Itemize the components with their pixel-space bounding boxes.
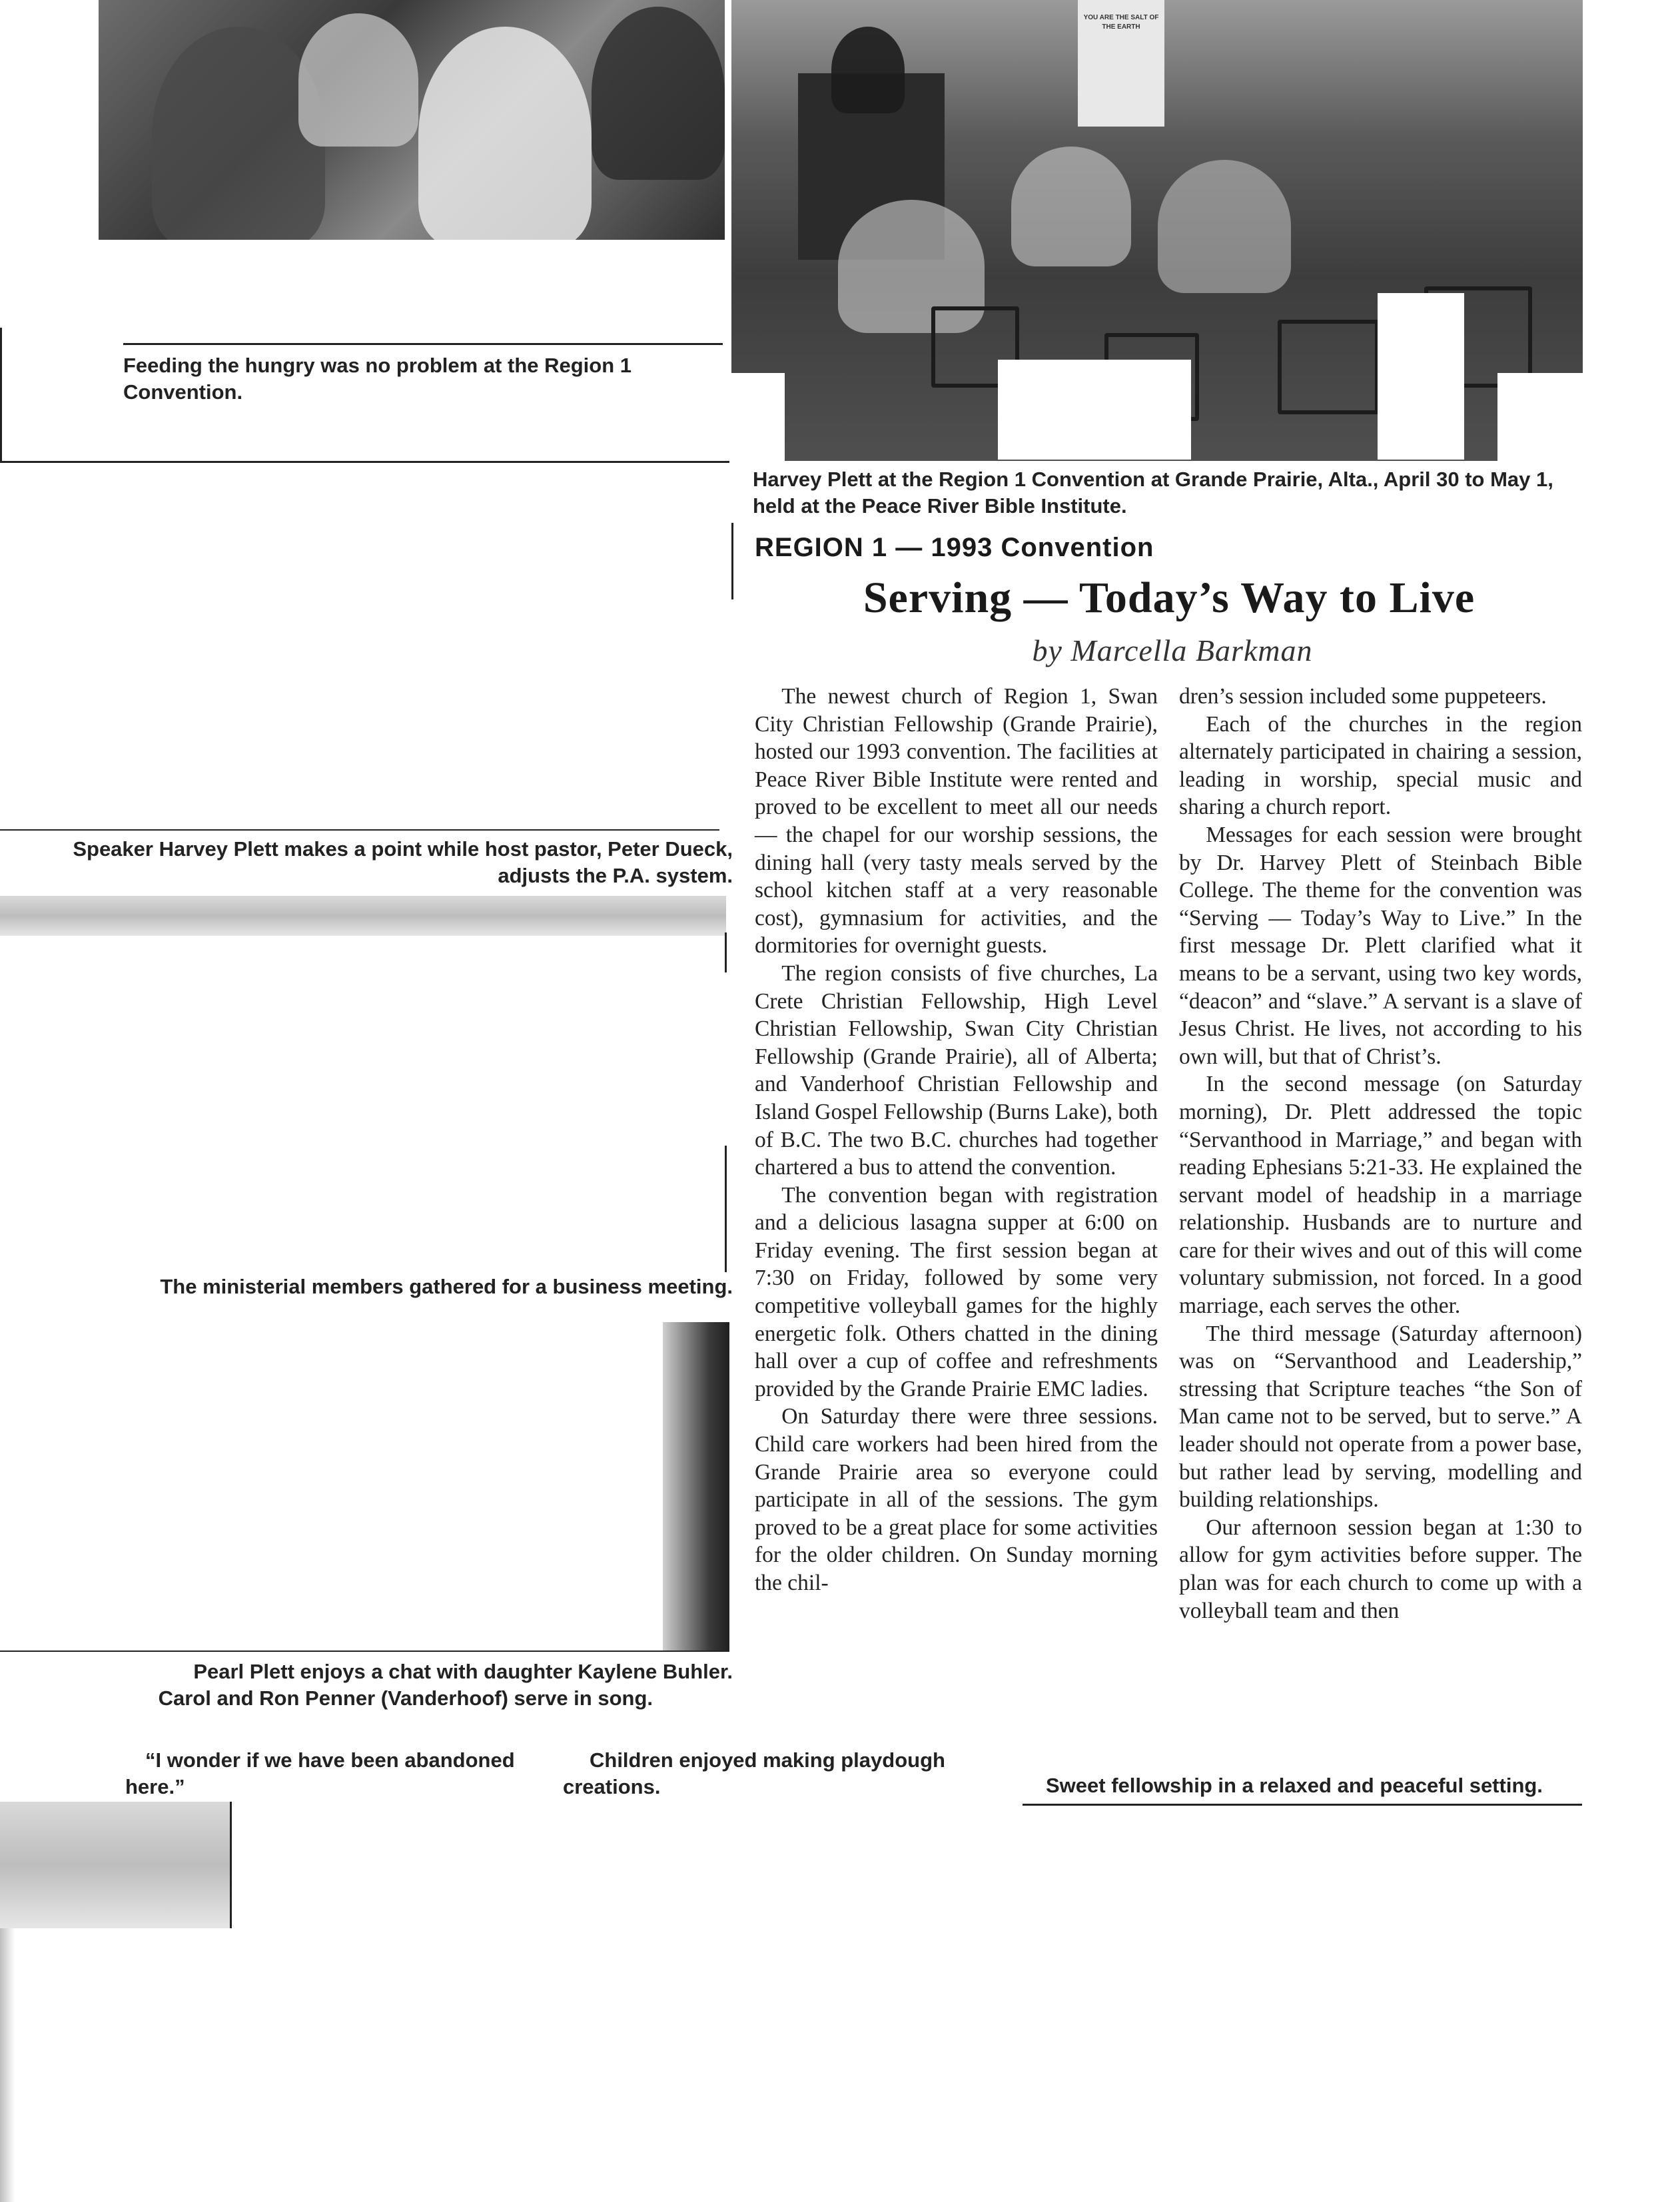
salt-of-the-earth-banner: YOU ARE THE SALT OF THE EARTH [1078,0,1164,127]
photo-edge [725,1146,727,1272]
caption-penner: Carol and Ron Penner (Vanderhoof) serve in song. [158,1686,653,1710]
caption-rule-top [123,343,723,345]
article-column-2 [1179,683,1582,1625]
caption-speaker-pa: Speaker Harvey Plett makes a point while host pastor, Peter Dueck, adjusts the P.A. system. [73,837,733,887]
paragraph: Each of the churches in the region alternately participated in chairing a session, leading in worship, special music and sharing a church report. [1179,711,1582,820]
paragraph: dren’s session included some puppeteers. [1179,684,1547,709]
caption-abandoned: “I wonder if we have been abandoned here.” [125,1748,515,1798]
caption-ministerial: The ministerial members gathered for a business meeting. [160,1275,733,1298]
photo-pearl-plett [663,1322,729,1652]
vertical-rule [731,523,733,599]
paragraph: The third message (Saturday afternoon) was on “Servanthood and Leadership,” stressing that Scripture teaches “the Son of Man came not to be served, but to serve.” A leader should not operate from a power base, but rather lead by serving, modelling and building relationships. [1179,1321,1582,1513]
paragraph: The convention began with registration and a delicious lasagna supper at 6:00 on Friday evening. The first session began at 7:30 on Friday, followed by some very competitive volleyball games for the highly energetic folk. Others chatted in the dining hall over a cup of coffee and refreshments provided by the Grande Prairie EMC ladies. [755,1182,1158,1401]
paragraph: Our afternoon session began at 1:30 to allow for gym activities before supper. The plan was for each church to come up with a volleyball team and then [1179,1515,1582,1623]
article-column-1 [755,683,1158,1597]
article-kicker: REGION 1 — 1993 Convention [755,533,1154,562]
caption-rule [0,829,719,831]
left-edge-rule [0,328,2,461]
photo-edge [230,1802,232,1928]
page-edge-shadow [0,1928,15,2202]
article-byline: by Marcella Barkman [1032,633,1313,667]
caption-rule [0,1651,729,1652]
photo-feeding-hungry [99,0,725,240]
caption-harvey-plett: Harvey Plett at the Region 1 Convention at Grande Prairie, Alta., April 30 to May 1, held at the Peace River Bible Institute. [753,468,1553,518]
paragraph: In the second message (on Saturday morning), Dr. Plett addressed the topic “Servanthood in Marriage,” and began with reading Ephesians 5:21-33. He explained the servant model of headship in a marriage relationship. Husbands are to nurture and care for their wives and out of this will come voluntary submission, not forced. In a good marriage, each serves the other. [1179,1072,1582,1319]
photo-harvey-plett-speaking [731,0,1583,461]
caption-playdough: Children enjoyed making playdough creations. [563,1748,945,1798]
caption-pearl-plett: Pearl Plett enjoys a chat with daughter Kaylene Buhler. [193,1660,733,1683]
paragraph: On Saturday there were three sessions. Child care workers had been hired from the Grande Prairie area so everyone could participate in all of the sessions. The gym proved to be a great place for some activities for the older children. On Sunday morning the chil- [755,1404,1158,1595]
photo-edge [725,932,727,972]
caption-rule [1023,1804,1582,1806]
photo-ministerial-meeting [0,896,726,936]
paragraph: Messages for each session were brought by Dr. Harvey Plett of Steinbach Bible College. The theme for the convention was “Serving — Today’s Way to Live.” In the first message Dr. Plett clarified what it means to be a servant, using two key words, “deacon” and “slave.” A servant is a slave of Jesus Christ. He lives, not according to his own will, but that of Christ’s. [1179,822,1582,1069]
caption-rule-bottom [0,461,729,463]
article-headline: Serving — Today’s Way to Live [863,573,1475,622]
photo-abandoned [0,1802,230,1928]
caption-feeding: Feeding the hungry was no problem at the Region 1 Convention. [123,354,632,404]
paragraph: The region consists of five churches, La Crete Christian Fellowship, High Level Christian Fellowship, Swan City Christian Fellowship (Grande Prairie), all of Alberta; and Vanderhoof Christian Fellowship and Island Gospel Fellowship (Burns Lake), both of B.C. The two B.C. churches had together chartered a bus to attend the convention. [755,960,1158,1180]
caption-fellowship: Sweet fellowship in a relaxed and peaceful setting. [1046,1774,1543,1797]
paragraph: The newest church of Region 1, Swan City Christian Fellowship (Grande Prairie), hosted our 1993 convention. The facilities at Peace River Bible Institute were rented and proved to be excellent to meet all our needs — the chapel for our worship sessions, the dining hall (very tasty meals served by the school kitchen staff at a very reasonable cost), gymnasium for activities, and the dormitories for overnight guests. [755,684,1158,958]
